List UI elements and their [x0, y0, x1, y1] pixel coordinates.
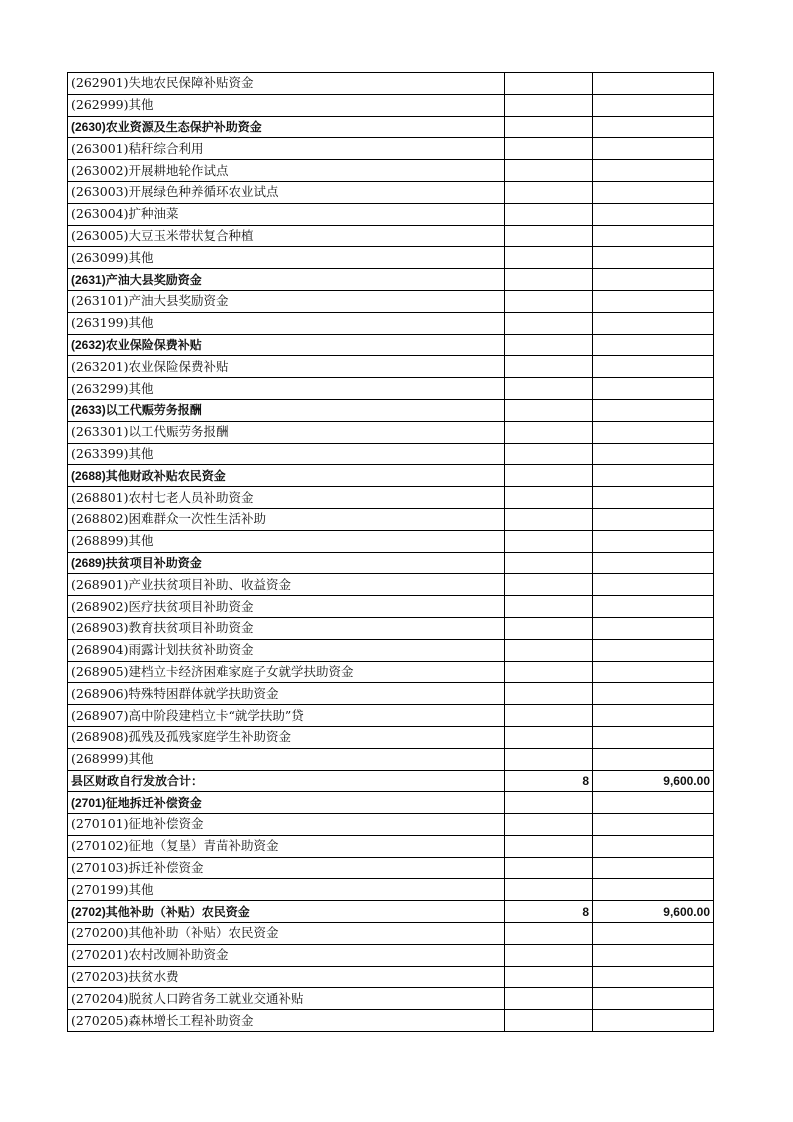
- row-count-cell: [505, 814, 593, 836]
- subsidy-table: [67, 72, 714, 1032]
- row-name-cell: (268905)建档立卡经济困难家庭子女就学扶助资金: [68, 661, 505, 683]
- table-row: [68, 748, 714, 770]
- row-amount-cell: [593, 421, 714, 443]
- table-row: [68, 94, 714, 116]
- table-row: [68, 966, 714, 988]
- row-count-cell: [505, 857, 593, 879]
- row-count-cell: [505, 661, 593, 683]
- row-count-cell: [505, 835, 593, 857]
- row-count-cell: [505, 356, 593, 378]
- row-name-cell: (263101)产油大县奖励资金: [68, 290, 505, 312]
- row-amount-cell: [593, 247, 714, 269]
- row-name-cell: (263199)其他: [68, 312, 505, 334]
- row-count-cell: [505, 552, 593, 574]
- row-count-cell: [505, 988, 593, 1010]
- row-amount-cell: [593, 356, 714, 378]
- row-count-cell: [505, 399, 593, 421]
- row-amount-cell: [593, 1010, 714, 1032]
- row-name-cell: (263099)其他: [68, 247, 505, 269]
- table-row: [68, 639, 714, 661]
- table-row: [68, 247, 714, 269]
- row-count-cell: [505, 247, 593, 269]
- table-row: [68, 203, 714, 225]
- row-name-cell: (262901)失地农民保障补贴资金: [68, 73, 505, 95]
- table-row: [68, 923, 714, 945]
- table-row: [68, 901, 714, 923]
- table-row: [68, 857, 714, 879]
- row-amount-cell: [593, 617, 714, 639]
- row-amount-cell: [593, 116, 714, 138]
- table-row: [68, 443, 714, 465]
- row-amount-cell: [593, 835, 714, 857]
- table-row: [68, 73, 714, 95]
- row-amount-cell: [593, 552, 714, 574]
- row-amount-cell: [593, 661, 714, 683]
- row-amount-cell: [593, 399, 714, 421]
- table-row: [68, 596, 714, 618]
- table-row: [68, 1010, 714, 1032]
- row-name-cell: (270204)脱贫人口跨省务工就业交通补贴: [68, 988, 505, 1010]
- table-row: [68, 399, 714, 421]
- table-row: [68, 835, 714, 857]
- row-name-cell: (270203)扶贫水费: [68, 966, 505, 988]
- row-name-cell: 县区财政自行发放合计：: [68, 770, 505, 792]
- row-name-cell: (263399)其他: [68, 443, 505, 465]
- row-name-cell: (270200)其他补助（补贴）农民资金: [68, 923, 505, 945]
- row-count-cell: [505, 487, 593, 509]
- row-count-cell: [505, 160, 593, 182]
- table-row: [68, 421, 714, 443]
- row-name-cell: (263003)开展绿色种养循环农业试点: [68, 181, 505, 203]
- table-row: [68, 530, 714, 552]
- row-name-cell: (270199)其他: [68, 879, 505, 901]
- row-amount-cell: [593, 94, 714, 116]
- row-name-cell: (268999)其他: [68, 748, 505, 770]
- table-row: [68, 661, 714, 683]
- row-name-cell: (263301)以工代赈劳务报酬: [68, 421, 505, 443]
- row-amount-cell: [593, 312, 714, 334]
- row-count-cell: [505, 290, 593, 312]
- row-count-cell: [505, 683, 593, 705]
- row-name-cell: (2630)农业资源及生态保护补助资金: [68, 116, 505, 138]
- row-count-cell: [505, 225, 593, 247]
- row-name-cell: (263005)大豆玉米带状复合种植: [68, 225, 505, 247]
- row-name-cell: (2688)其他财政补贴农民资金: [68, 465, 505, 487]
- row-count-cell: [505, 181, 593, 203]
- row-name-cell: (2702)其他补助（补贴）农民资金: [68, 901, 505, 923]
- table-row: [68, 487, 714, 509]
- row-count-cell: [505, 116, 593, 138]
- row-name-cell: (262999)其他: [68, 94, 505, 116]
- row-amount-cell: [593, 857, 714, 879]
- table-row: [68, 770, 714, 792]
- row-count-cell: [505, 596, 593, 618]
- row-name-cell: (263002)开展耕地轮作试点: [68, 160, 505, 182]
- row-amount-cell: [593, 879, 714, 901]
- row-name-cell: (268906)特殊特困群体就学扶助资金: [68, 683, 505, 705]
- row-amount-cell: [593, 574, 714, 596]
- row-name-cell: (2633)以工代赈劳务报酬: [68, 399, 505, 421]
- row-count-cell: [505, 378, 593, 400]
- table-row: [68, 356, 714, 378]
- row-count-cell: [505, 138, 593, 160]
- row-count-cell: [505, 748, 593, 770]
- row-amount-cell: [593, 683, 714, 705]
- row-count-cell: [505, 726, 593, 748]
- row-count-cell: [505, 944, 593, 966]
- row-amount-cell: [593, 508, 714, 530]
- table-row: [68, 465, 714, 487]
- table-row: [68, 312, 714, 334]
- table-row: [68, 617, 714, 639]
- row-amount-cell: [593, 160, 714, 182]
- row-amount-cell: [593, 814, 714, 836]
- table-row: [68, 290, 714, 312]
- table-row: [68, 552, 714, 574]
- row-count-cell: [505, 465, 593, 487]
- row-count-cell: 8: [505, 901, 593, 923]
- row-amount-cell: [593, 639, 714, 661]
- row-name-cell: (270201)农村改厕补助资金: [68, 944, 505, 966]
- table-row: [68, 160, 714, 182]
- row-name-cell: (268902)医疗扶贫项目补助资金: [68, 596, 505, 618]
- row-amount-cell: [593, 792, 714, 814]
- row-name-cell: (268802)困难群众一次性生活补助: [68, 508, 505, 530]
- row-count-cell: [505, 334, 593, 356]
- row-amount-cell: [593, 705, 714, 727]
- row-count-cell: [505, 312, 593, 334]
- row-amount-cell: [593, 487, 714, 509]
- row-count-cell: [505, 966, 593, 988]
- row-name-cell: (2631)产油大县奖励资金: [68, 269, 505, 291]
- row-amount-cell: [593, 378, 714, 400]
- row-amount-cell: 9,600.00: [593, 901, 714, 923]
- row-name-cell: (270103)拆迁补偿资金: [68, 857, 505, 879]
- row-name-cell: (268904)雨露计划扶贫补助资金: [68, 639, 505, 661]
- row-name-cell: (268903)教育扶贫项目补助资金: [68, 617, 505, 639]
- table-row: [68, 225, 714, 247]
- row-amount-cell: [593, 290, 714, 312]
- row-count-cell: [505, 617, 593, 639]
- row-amount-cell: [593, 726, 714, 748]
- row-amount-cell: [593, 334, 714, 356]
- row-amount-cell: [593, 596, 714, 618]
- table-row: [68, 378, 714, 400]
- row-name-cell: (270102)征地（复垦）青苗补助资金: [68, 835, 505, 857]
- row-name-cell: (268901)产业扶贫项目补助、收益资金: [68, 574, 505, 596]
- row-count-cell: [505, 94, 593, 116]
- row-count-cell: [505, 639, 593, 661]
- table-row: [68, 814, 714, 836]
- row-name-cell: (2701)征地拆迁补偿资金: [68, 792, 505, 814]
- row-count-cell: [505, 879, 593, 901]
- table-row: [68, 705, 714, 727]
- row-count-cell: [505, 443, 593, 465]
- row-amount-cell: [593, 988, 714, 1010]
- row-name-cell: (263299)其他: [68, 378, 505, 400]
- row-amount-cell: [593, 944, 714, 966]
- row-amount-cell: [593, 73, 714, 95]
- row-count-cell: [505, 73, 593, 95]
- row-name-cell: (268899)其他: [68, 530, 505, 552]
- table-row: [68, 683, 714, 705]
- row-name-cell: (268907)高中阶段建档立卡“就学扶助”贷: [68, 705, 505, 727]
- row-name-cell: (268801)农村七老人员补助资金: [68, 487, 505, 509]
- row-name-cell: (2632)农业保险保费补贴: [68, 334, 505, 356]
- row-amount-cell: [593, 181, 714, 203]
- table-row: [68, 726, 714, 748]
- row-count-cell: [505, 574, 593, 596]
- row-count-cell: [505, 1010, 593, 1032]
- row-count-cell: [505, 269, 593, 291]
- row-name-cell: (263001)秸秆综合利用: [68, 138, 505, 160]
- row-count-cell: [505, 203, 593, 225]
- row-name-cell: (270101)征地补偿资金: [68, 814, 505, 836]
- table-row: [68, 792, 714, 814]
- row-amount-cell: [593, 203, 714, 225]
- table-row: [68, 508, 714, 530]
- row-count-cell: [505, 508, 593, 530]
- table-row: [68, 879, 714, 901]
- row-amount-cell: [593, 966, 714, 988]
- row-amount-cell: 9,600.00: [593, 770, 714, 792]
- table-row: [68, 138, 714, 160]
- row-name-cell: (2689)扶贫项目补助资金: [68, 552, 505, 574]
- subsidy-table-body: [68, 73, 714, 1032]
- table-row: [68, 181, 714, 203]
- row-count-cell: [505, 792, 593, 814]
- table-row: [68, 334, 714, 356]
- row-name-cell: (268908)孤残及孤残家庭学生补助资金: [68, 726, 505, 748]
- row-amount-cell: [593, 269, 714, 291]
- row-amount-cell: [593, 530, 714, 552]
- row-name-cell: (263201)农业保险保费补贴: [68, 356, 505, 378]
- row-amount-cell: [593, 443, 714, 465]
- row-name-cell: (263004)扩种油菜: [68, 203, 505, 225]
- row-count-cell: [505, 923, 593, 945]
- table-row: [68, 988, 714, 1010]
- row-amount-cell: [593, 748, 714, 770]
- row-count-cell: [505, 705, 593, 727]
- row-amount-cell: [593, 465, 714, 487]
- row-amount-cell: [593, 923, 714, 945]
- table-row: [68, 944, 714, 966]
- table-row: [68, 269, 714, 291]
- row-count-cell: [505, 530, 593, 552]
- row-amount-cell: [593, 138, 714, 160]
- table-row: [68, 574, 714, 596]
- table-row: [68, 116, 714, 138]
- row-count-cell: 8: [505, 770, 593, 792]
- row-name-cell: (270205)森林增长工程补助资金: [68, 1010, 505, 1032]
- row-count-cell: [505, 421, 593, 443]
- row-amount-cell: [593, 225, 714, 247]
